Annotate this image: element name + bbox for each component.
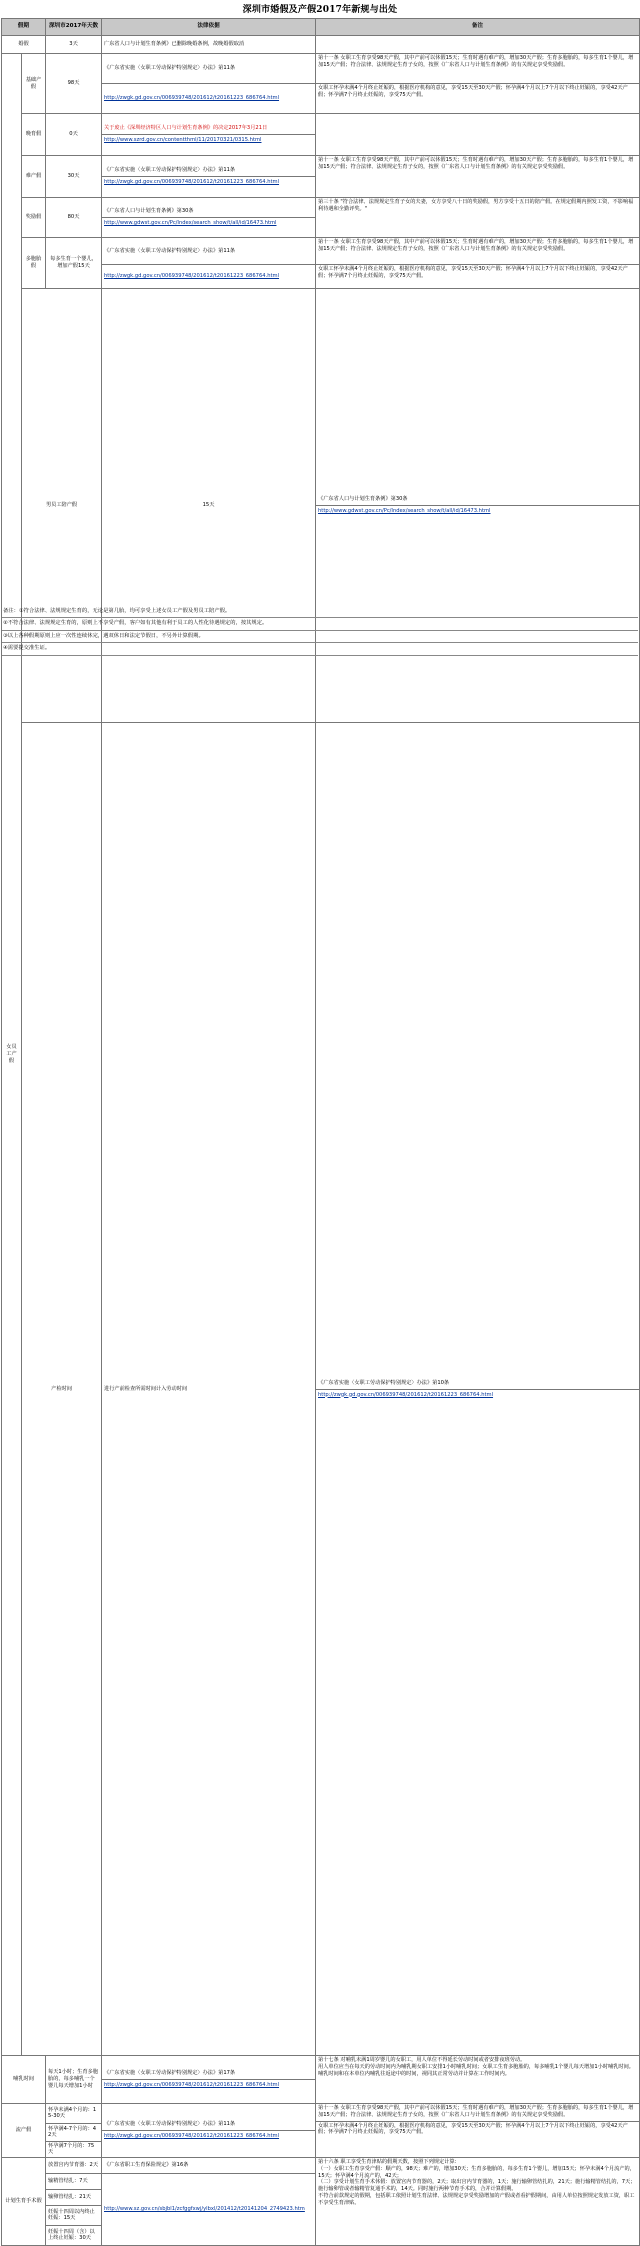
leave-note: 第十一条 女职工生育享受98天产假，其中产前可以休假15天；生育时遇有难产的，增加30天产假；生育多胞胎的，每多生育1个婴儿，增加15天产假；符合法律、法规规定生育子女的，按照《广东省人口与计划生育条例》的有关规定享受奖励假。: [316, 156, 640, 198]
row-difficult: [2, 156, 640, 198]
leave-note: 女职工怀孕未满4个月终止妊娠的，根据医疗机构的意见，享受15天至30天产假；怀孕满4个月以上7个月以下终止妊娠的，享受42天产假；怀孕满7个月终止妊娠的，享受75天产假。: [316, 84, 640, 114]
leave-link[interactable]: [102, 2173, 316, 2245]
row-surgery: [2, 2157, 640, 2173]
leave-name: 男员工陪产假: [22, 289, 102, 723]
leave-days: 怀孕未满4个月的：15-30天: [46, 2103, 102, 2123]
leave-days: 0天: [46, 114, 102, 156]
leave-days: 放置宫内节育器：2天: [46, 2157, 102, 2173]
header-leave: 假期: [2, 19, 46, 36]
basis-text: 《广东省实施〈女职工劳动保护特别规定〉办法》第10条: [318, 1379, 450, 1386]
leave-days: 输卵管结扎：21天: [46, 2189, 102, 2205]
leave-basis: [102, 156, 316, 198]
leave-basis: [102, 198, 316, 238]
leave-days: 3天: [46, 36, 102, 54]
leave-days: 15天: [102, 289, 316, 723]
leave-name: 计划生育手术假: [2, 2157, 46, 2245]
row-abortion: [2, 2103, 640, 2123]
leave-note: 第十一条 女职工生育享受98天产假，其中产前可以休假15天；生育时遇有难产的，增加30天产假；生育多胞胎的，每多生育1个婴儿，增加15天产假；符合法律、法规规定生育子女的，按照《广东省人口与计划生育条例》的有关规定享受奖励假。 女职工怀孕未满4个月终止妊娠的，根据医疗机构的意见，享受15天至30天产假；怀孕满4个月以上7个月以下终止妊娠的，享受42天产假；怀孕满7个月终止妊娠的，享受75天产假。: [316, 2103, 640, 2157]
header-note: 备注: [316, 19, 640, 36]
leave-note: [316, 36, 640, 54]
law-link[interactable]: http://www.gdwst.gov.cn/Pc/Index/search_show/t/all/id/16473.html: [318, 508, 491, 515]
row-marriage: [2, 36, 640, 54]
leave-table: [1, 18, 640, 2246]
basis-text: 《广东省实施〈女职工劳动保护特别规定〉办法》第11条: [104, 2121, 236, 2127]
female-group-label: 女员工产假: [2, 54, 22, 2056]
leave-name: 多胞胎假: [22, 238, 46, 289]
leave-days: 30天: [46, 156, 102, 198]
leave-basis: [316, 289, 640, 723]
basis-text: 《广东省实施〈女职工劳动保护特别规定〉办法》第17条: [104, 2070, 236, 2076]
row-basic: [2, 54, 640, 84]
law-link[interactable]: http://zwgk.gd.gov.cn/006939748/201612/t20161223_686764.html: [318, 1391, 494, 1398]
leave-days: 进行产前检查所需时间计入劳动时间: [102, 723, 316, 2056]
basis-text: 《广东省实施〈女职工劳动保护特别规定〉办法》第11条: [104, 167, 236, 174]
leave-link[interactable]: [102, 84, 316, 114]
leave-name: 晚育假: [22, 114, 46, 156]
row-reward: [2, 198, 640, 238]
leave-link[interactable]: [102, 265, 316, 289]
repeal-notice: 关于废止《深圳经济特区人口与计划生育条例》的决定2017年3月21日: [104, 125, 268, 132]
law-link[interactable]: http://zwgk.gd.gov.cn/006939748/201612/t20161223_686764.html: [104, 179, 280, 185]
leave-note: 第十七条 对哺乳未满1周岁婴儿的女职工，用人单位不得延长劳动时间或者安排夜班劳动。 用人单位应当在每天的劳动时间内为哺乳期女职工安排1小时哺乳时间；女职工生育多胞胎的，每多哺乳1个婴儿每天增加1小时哺乳时间。哺乳时间和在本单位内哺乳往返途中的时间，视同其正常劳动并计算在工作时间内。: [316, 2055, 640, 2103]
header-days: 深圳市2017年天数: [46, 19, 102, 36]
row-late: [2, 114, 640, 156]
footnotes: [2, 606, 638, 656]
leave-days: 80天: [46, 198, 102, 238]
row-multi: [2, 238, 640, 265]
footnote: ③以上各种假期原则上应一次性连续休完，遇双休日和法定节假日，不另外计算假期。: [2, 631, 638, 643]
leave-note: 第十六条 职工享受生育津贴的假期天数，按照下列规定计算： （一）女职工生育享受产假：顺产的，98天；难产的，增加30天；生育多胞胎的，每多生育1个婴儿，增加15天；怀孕未满4个月流产的，15天；怀孕满4个月流产的，42天； （二）享受计划生育手术休假：放置宫内节育器的，2天；取出宫内节育器的，1天；施行输卵管结扎的，21天；施行输精管结扎的，7天；施行输卵管或者输精管复通手术的，14天。同时施行两种节育手术的，合并计算假期。 不符合前款规定的假期，包括职工依照计划生育法律、法规规定享受奖励增加的产假或者看护假期间，由用人单位按照规定发放工资，职工不享受生育津贴。: [316, 2157, 640, 2245]
leave-name: 产检时间: [22, 723, 102, 2056]
leave-basis: [316, 723, 640, 2056]
leave-name: 婚假: [2, 36, 46, 54]
basis-text: 《广东省人口与计划生育条例》第30条: [318, 496, 408, 503]
leave-days: 输精管结扎：7天: [46, 2173, 102, 2189]
leave-name: 哺乳时间: [2, 2055, 46, 2103]
law-link[interactable]: http://zwgk.gd.gov.cn/006939748/201612/t20161223_686764.html: [104, 273, 280, 280]
leave-days: 怀孕满4-7个月的：42天: [46, 2123, 102, 2141]
leave-basis: 广东省人口与计划生育条例》已删除晚婚条例，故晚婚假取消: [102, 36, 316, 54]
row-nursing: [2, 2055, 640, 2103]
header-row: [2, 19, 640, 36]
leave-note: 第三十条 "符合法律、法规规定生育子女的夫妻，女方享受八十日的奖励假，男方享受十五日的陪产假。在规定假期内照发工资，不影响福利待遇和全勤评奖。": [316, 198, 640, 238]
law-link[interactable]: http://www.gdwst.gov.cn/Pc/Index/search_show/t/all/id/16473.html: [104, 220, 277, 226]
basis-text: 《广东省人口与计划生育条例》第30条: [104, 208, 194, 215]
leave-note: 第十一条 女职工生育享受98天产假，其中产前可以休假15天；生育时遇有难产的，增加30天产假；生育多胞胎的，每多生育1个婴儿，增加15天产假；符合法律、法规规定生育子女的，按照《广东省人口与计划生育条例》的有关规定享受奖励假。: [316, 54, 640, 84]
leave-name: 难产假: [22, 156, 46, 198]
leave-name: 基础产假: [22, 54, 46, 114]
leave-days: 妊娠十四周（含）以上终止妊娠：30天: [46, 2225, 102, 2245]
leave-basis: 《广东省实施〈女职工劳动保护特别规定〉办法》第11条: [102, 238, 316, 265]
footnote: 备注：①符合法律、法规规定生育的，无论是第几胎，均可享受上述女员工产假及男员工陪产假。: [2, 606, 638, 618]
footnote: ②不符合法律、法规规定生育的，原则上不享受产假，客户如有其他有利于员工的人性化待遇规定的，按其规定。: [2, 618, 638, 630]
law-link[interactable]: http://zwgk.gd.gov.cn/006939748/201612/t20161223_686764.html: [104, 95, 280, 102]
leave-note: 女职工怀孕未满4个月终止妊娠的，根据医疗机构的意见，享受15天至30天产假；怀孕满4个月以上7个月以下终止妊娠的，享受42天产假；怀孕满7个月终止妊娠的，享受75天产假。: [316, 265, 640, 289]
law-link[interactable]: http://www.sz.gov.cn/sbjbl1/zcfggfxwj/ylbxl/201412/t20141204_2749423.htm: [104, 2205, 305, 2212]
leave-days: 98天: [46, 54, 102, 114]
law-link[interactable]: http://zwgk.gd.gov.cn/006939748/201612/t20161223_686764.html: [104, 2132, 280, 2139]
law-link[interactable]: http://www.szrd.gov.cn/contentthml/11/20170321/0315.html: [104, 137, 262, 143]
header-basis: 法律依据: [102, 19, 316, 36]
leave-name: 奖励假: [22, 198, 46, 238]
leave-days: 妊娠十四周以内终止妊娠：15天: [46, 2205, 102, 2225]
leave-days: 每多生育一个婴儿，增加产假15天: [46, 238, 102, 289]
row-male: [2, 289, 640, 723]
leave-note: [316, 114, 640, 156]
leave-basis: 《广东省职工生育保险规定》第16条: [102, 2157, 316, 2173]
leave-days: 每天1小时；生育多胞胎的，每多哺乳一个婴儿每天增加1小时: [46, 2055, 102, 2103]
leave-basis: [102, 2103, 316, 2157]
leave-name: 流产假: [2, 2103, 46, 2157]
footnote: ④需要提交准生证。: [2, 643, 638, 655]
page-title: 深圳市婚假及产假2017年新规与出处: [242, 5, 398, 15]
law-link[interactable]: http://zwgk.gd.gov.cn/006939748/201612/t20161223_686764.html: [104, 2081, 280, 2088]
leave-basis: 《广东省实施〈女职工劳动保护特别规定〉办法》第11条: [102, 54, 316, 84]
leave-basis: [102, 2055, 316, 2103]
leave-days: 怀孕满7个月的：75天: [46, 2141, 102, 2157]
leave-note: 第十一条 女职工生育享受98天产假，其中产前可以休假15天；生育时遇有难产的，增加30天产假；生育多胞胎的，每多生育1个婴儿，增加15天产假；符合法律、法规规定生育子女的，按照《广东省人口与计划生育条例》的有关规定享受奖励假。: [316, 238, 640, 265]
row-prenatal: [2, 723, 640, 2056]
leave-basis: [102, 114, 316, 156]
